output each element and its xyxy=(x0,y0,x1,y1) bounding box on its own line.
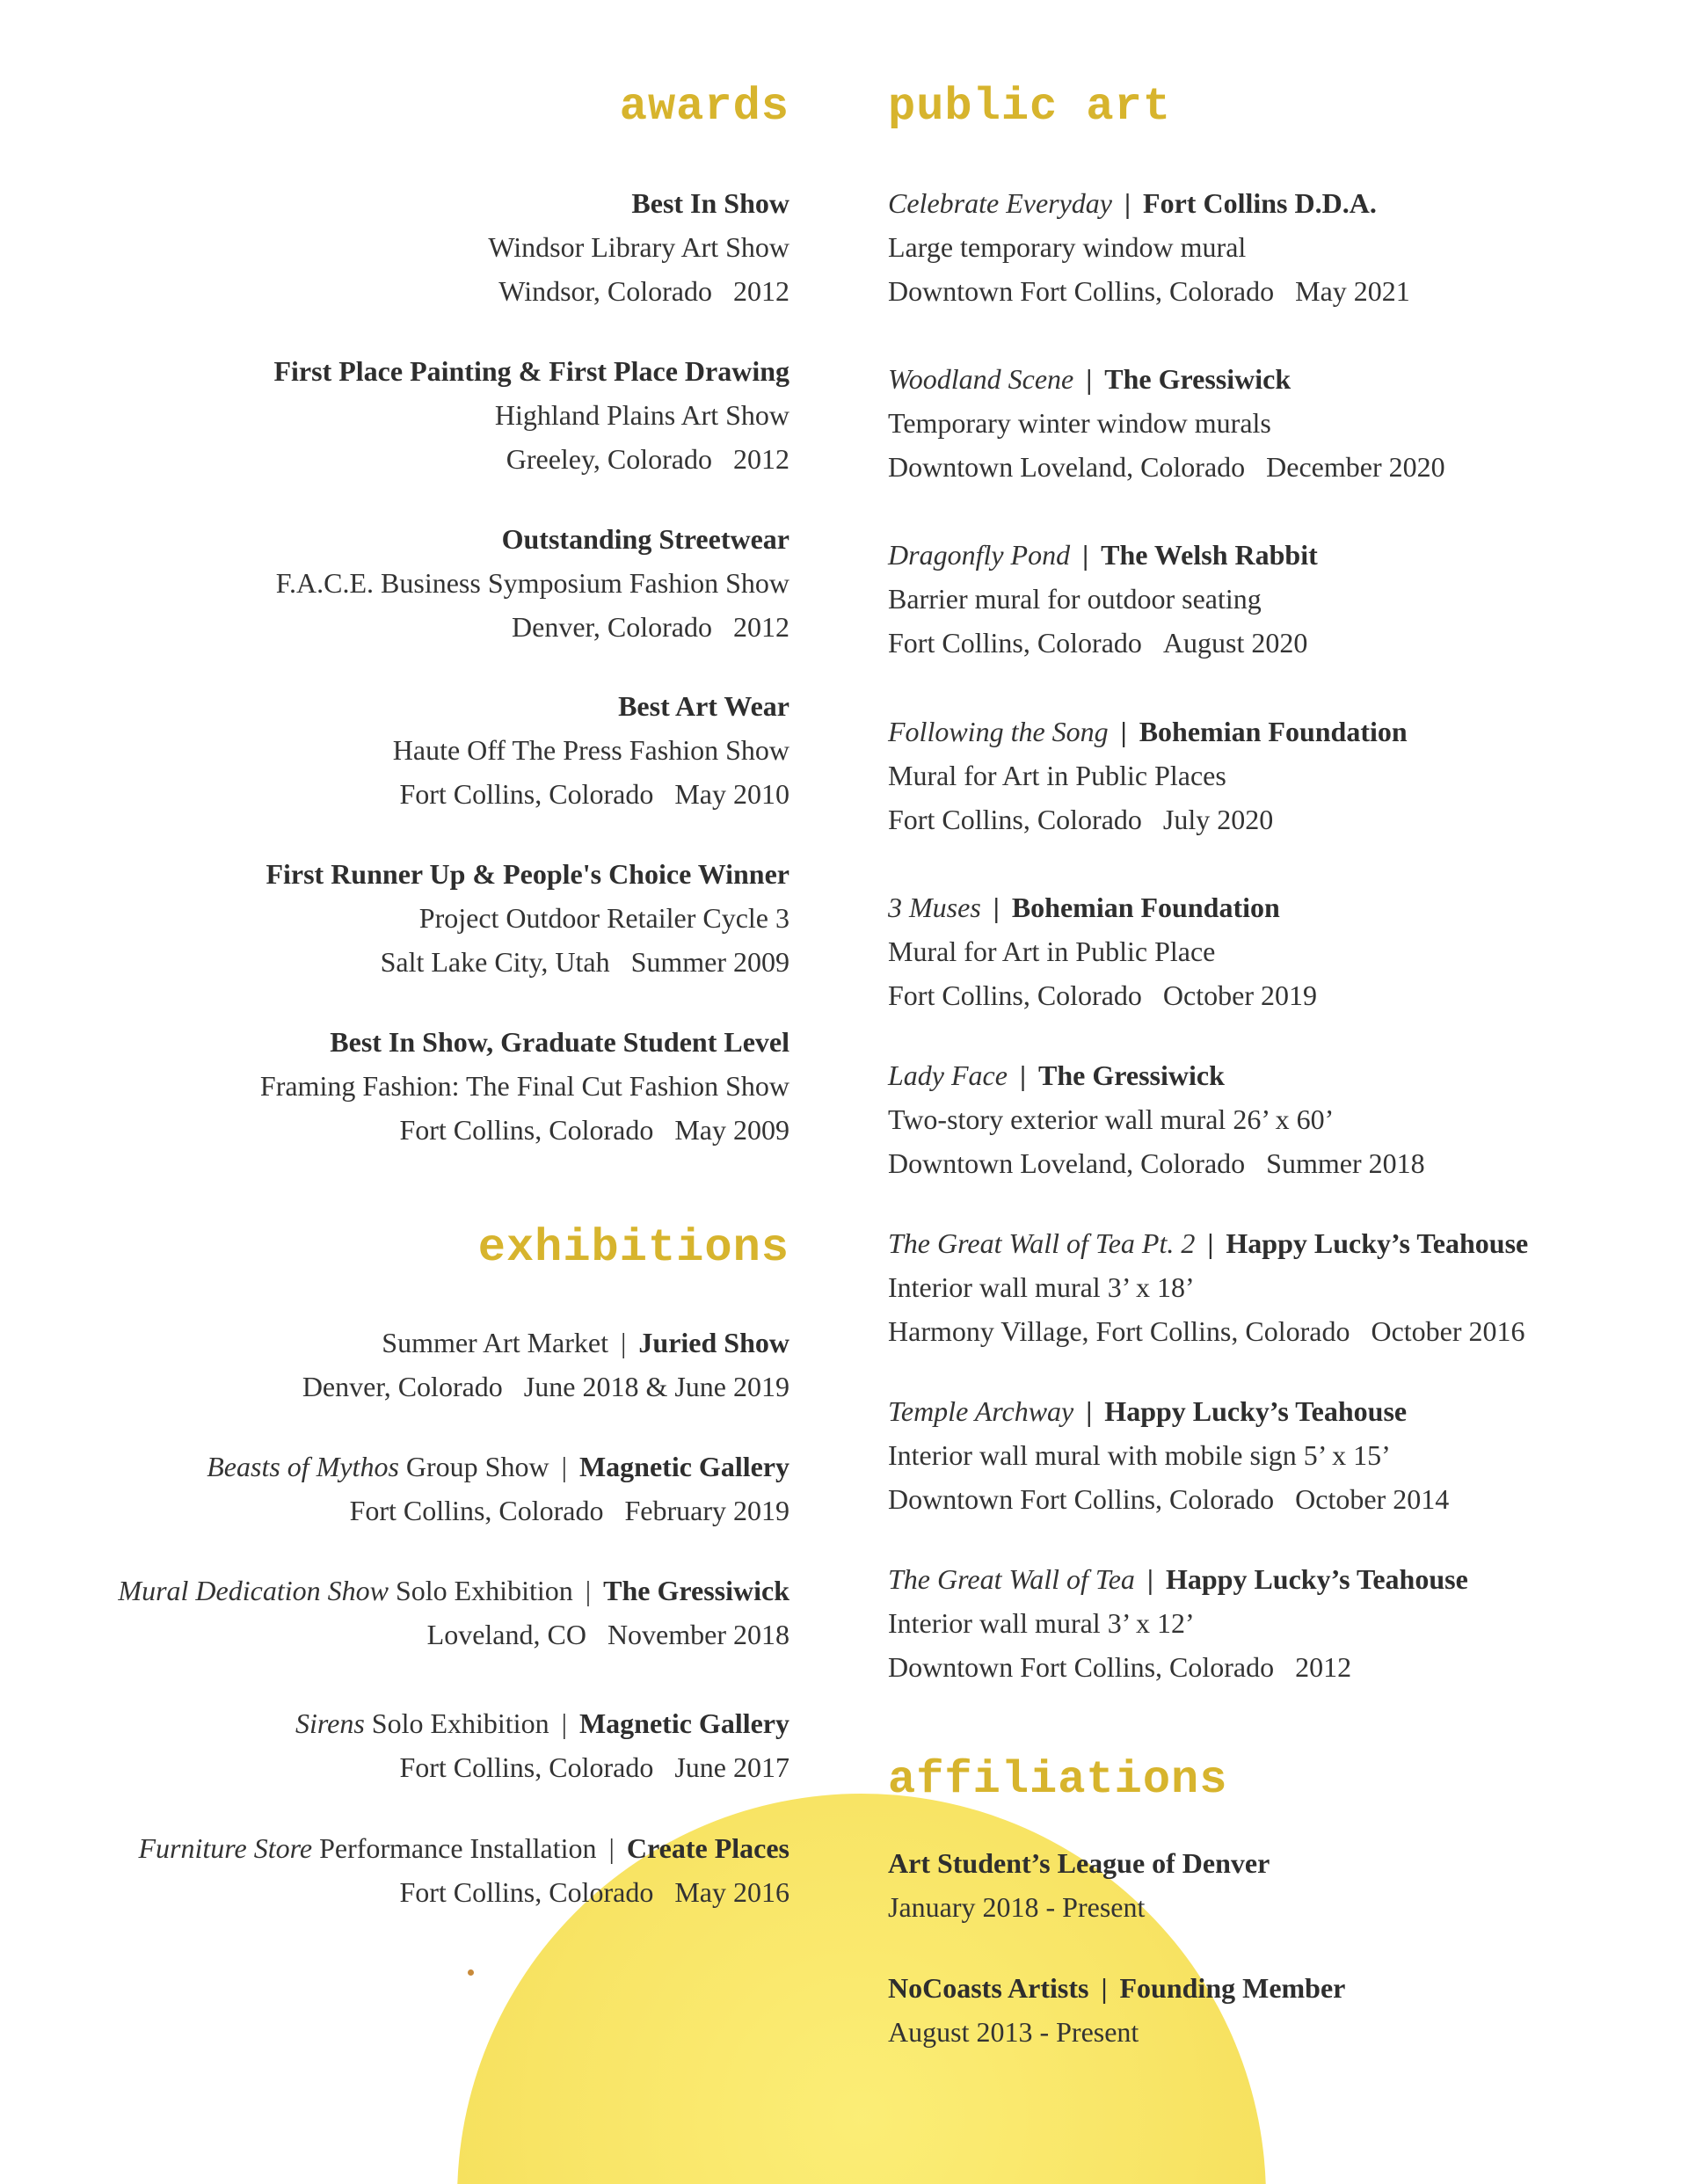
artwork-title: 3 Muses xyxy=(888,892,981,923)
exhibition-venue: Magnetic Gallery xyxy=(578,1707,789,1739)
affiliation-org: NoCoasts Artists xyxy=(888,1972,1089,2004)
public-art-item xyxy=(888,885,1317,1017)
artwork-description: Barrier mural for outdoor seating xyxy=(888,583,1262,615)
award-place: Windsor, Colorado xyxy=(498,275,712,307)
affiliation-dates: August 2013 - Present xyxy=(888,2016,1139,2048)
artwork-place: Downtown Loveland, Colorado xyxy=(888,1147,1246,1179)
exhibition-date: June 2018 & June 2019 xyxy=(523,1371,789,1402)
public-art-item xyxy=(888,710,1408,841)
exhibition-type: Summer Art Market xyxy=(382,1327,608,1358)
affiliation-item xyxy=(888,1966,1345,2054)
separator: | xyxy=(1124,187,1131,219)
award-title: Outstanding Streetwear xyxy=(501,523,789,555)
award-date: Summer 2009 xyxy=(630,946,789,978)
exhibition-title: Mural Dedication Show xyxy=(118,1575,389,1606)
award-item xyxy=(488,181,789,313)
award-title: First Place Painting & First Place Drawing xyxy=(273,355,789,387)
artwork-place: Downtown Fort Collins, Colorado xyxy=(888,1651,1275,1683)
artwork-title: Following the Song xyxy=(888,716,1109,747)
exhibition-venue: Create Places xyxy=(626,1832,789,1864)
exhibition-date: November 2018 xyxy=(607,1619,789,1650)
exhibition-item xyxy=(138,1826,789,1914)
artwork-place: Fort Collins, Colorado xyxy=(888,627,1142,659)
artwork-client: Fort Collins D.D.A. xyxy=(1143,187,1377,219)
award-place: Denver, Colorado xyxy=(512,611,712,643)
award-date: 2012 xyxy=(733,275,789,307)
exhibition-type: Solo Exhibition xyxy=(371,1707,549,1739)
artwork-client: Happy Lucky’s Teahouse xyxy=(1165,1563,1468,1595)
award-place: Fort Collins, Colorado xyxy=(399,1114,654,1146)
award-place: Salt Lake City, Utah xyxy=(380,946,610,978)
award-item xyxy=(260,1020,789,1152)
artwork-date: October 2014 xyxy=(1295,1483,1450,1515)
separator: | xyxy=(1207,1227,1214,1259)
public-art-item xyxy=(888,1053,1425,1185)
award-date: May 2010 xyxy=(674,778,789,810)
award-event: Haute Off The Press Fashion Show xyxy=(392,734,789,766)
award-event: Framing Fashion: The Final Cut Fashion Show xyxy=(259,1070,789,1102)
exhibition-title: Furniture Store xyxy=(138,1832,313,1864)
exhibition-venue: Juried Show xyxy=(638,1327,789,1358)
exhibition-title: Sirens xyxy=(295,1707,365,1739)
separator: | xyxy=(1086,363,1093,395)
awards-heading: awards xyxy=(619,81,789,133)
exhibition-date: February 2019 xyxy=(624,1495,789,1526)
exhibition-type: Group Show xyxy=(405,1451,549,1482)
award-title: Best In Show, Graduate Student Level xyxy=(330,1026,789,1058)
exhibition-venue: The Gressiwick xyxy=(603,1575,789,1606)
artwork-description: Interior wall mural 3’ x 12’ xyxy=(888,1607,1195,1639)
artwork-title: Dragonfly Pond xyxy=(888,539,1071,571)
artwork-place: Downtown Fort Collins, Colorado xyxy=(888,275,1275,307)
award-event: Project Outdoor Retailer Cycle 3 xyxy=(418,902,789,934)
separator: | xyxy=(561,1707,567,1739)
artwork-date: October 2019 xyxy=(1162,979,1317,1011)
artwork-title: The Great Wall of Tea Pt. 2 xyxy=(888,1227,1196,1259)
artwork-client: The Gressiwick xyxy=(1038,1059,1225,1091)
artwork-place: Fort Collins, Colorado xyxy=(888,979,1142,1011)
award-event: F.A.C.E. Business Symposium Fashion Show xyxy=(275,567,789,599)
artwork-place: Downtown Loveland, Colorado xyxy=(888,451,1246,483)
award-item xyxy=(276,517,789,649)
exhibition-type: Performance Installation xyxy=(319,1832,597,1864)
exhibition-place: Fort Collins, Colorado xyxy=(349,1495,604,1526)
award-item xyxy=(266,852,789,984)
artwork-client: Bohemian Foundation xyxy=(1139,716,1408,747)
artwork-date: July 2020 xyxy=(1162,804,1274,835)
separator: | xyxy=(1120,716,1127,747)
separator: | xyxy=(1146,1563,1153,1595)
artwork-description: Large temporary window mural xyxy=(888,231,1247,263)
award-title: First Runner Up & People's Choice Winner xyxy=(266,858,789,890)
affiliations-heading: affiliations xyxy=(888,1754,1228,1806)
artwork-date: Summer 2018 xyxy=(1266,1147,1425,1179)
public-art-item xyxy=(888,533,1318,665)
artwork-place: Harmony Village, Fort Collins, Colorado xyxy=(888,1315,1350,1347)
award-place: Greeley, Colorado xyxy=(506,443,712,475)
artwork-client: Happy Lucky’s Teahouse xyxy=(1226,1227,1529,1259)
award-item xyxy=(273,349,789,481)
affiliation-org: Art Student’s League of Denver xyxy=(888,1847,1270,1879)
exhibition-type: Solo Exhibition xyxy=(395,1575,573,1606)
artwork-description: Mural for Art in Public Places xyxy=(888,760,1226,791)
separator: | xyxy=(1082,539,1089,571)
award-event: Windsor Library Art Show xyxy=(488,231,789,263)
affiliation-item xyxy=(888,1841,1270,1929)
separator: | xyxy=(608,1832,615,1864)
exhibition-date: June 2017 xyxy=(674,1751,789,1783)
exhibition-place: Loveland, CO xyxy=(426,1619,586,1650)
artwork-client: Happy Lucky’s Teahouse xyxy=(1104,1395,1408,1427)
exhibitions-heading: exhibitions xyxy=(477,1222,789,1274)
exhibition-item xyxy=(302,1321,789,1409)
separator: | xyxy=(621,1327,627,1358)
public-art-heading: public art xyxy=(888,81,1172,133)
exhibition-place: Fort Collins, Colorado xyxy=(399,1876,654,1908)
public-art-item xyxy=(888,1221,1528,1353)
artwork-date: August 2020 xyxy=(1162,627,1308,659)
artwork-date: May 2021 xyxy=(1295,275,1410,307)
award-title: Best Art Wear xyxy=(618,690,789,722)
artwork-client: The Welsh Rabbit xyxy=(1101,539,1318,571)
artwork-title: Celebrate Everyday xyxy=(888,187,1112,219)
artwork-description: Interior wall mural 3’ x 18’ xyxy=(888,1271,1195,1303)
separator: | xyxy=(1019,1059,1026,1091)
exhibition-item xyxy=(207,1445,789,1532)
artwork-client: Bohemian Foundation xyxy=(1011,892,1280,923)
separator: | xyxy=(585,1575,592,1606)
award-event: Highland Plains Art Show xyxy=(494,399,789,431)
exhibition-place: Fort Collins, Colorado xyxy=(399,1751,654,1783)
artwork-place: Downtown Fort Collins, Colorado xyxy=(888,1483,1275,1515)
separator: | xyxy=(1086,1395,1093,1427)
public-art-item xyxy=(888,181,1410,313)
artwork-client: The Gressiwick xyxy=(1104,363,1291,395)
award-date: May 2009 xyxy=(674,1114,789,1146)
artwork-title: The Great Wall of Tea xyxy=(888,1563,1135,1595)
artwork-date: 2012 xyxy=(1295,1651,1352,1683)
artwork-date: December 2020 xyxy=(1266,451,1445,483)
exhibition-item xyxy=(295,1701,789,1789)
award-title: Best In Show xyxy=(631,187,789,219)
separator: | xyxy=(561,1451,567,1482)
affiliation-role: Founding Member xyxy=(1119,1972,1346,2004)
separator: | xyxy=(993,892,1000,923)
public-art-item xyxy=(888,357,1445,489)
exhibition-item xyxy=(118,1569,789,1656)
artwork-title: Lady Face xyxy=(888,1059,1008,1091)
artwork-description: Temporary winter window murals xyxy=(888,407,1271,439)
paint-fleck-decoration xyxy=(468,1969,474,1976)
artwork-date: October 2016 xyxy=(1371,1315,1525,1347)
exhibition-title: Beasts of Mythos xyxy=(207,1451,399,1482)
public-art-item xyxy=(888,1557,1468,1689)
artwork-description: Interior wall mural with mobile sign 5’ x 15’ xyxy=(888,1439,1391,1471)
exhibition-venue: Magnetic Gallery xyxy=(578,1451,789,1482)
public-art-item xyxy=(888,1389,1449,1521)
award-date: 2012 xyxy=(733,443,789,475)
artwork-title: Temple Archway xyxy=(888,1395,1074,1427)
artwork-description: Mural for Art in Public Place xyxy=(888,935,1216,967)
artwork-place: Fort Collins, Colorado xyxy=(888,804,1142,835)
exhibition-date: May 2016 xyxy=(674,1876,789,1908)
award-date: 2012 xyxy=(733,611,789,643)
award-item xyxy=(393,684,789,816)
exhibition-place: Denver, Colorado xyxy=(302,1371,503,1402)
artwork-description: Two-story exterior wall mural 26’ x 60’ xyxy=(888,1103,1335,1135)
award-place: Fort Collins, Colorado xyxy=(399,778,654,810)
artwork-title: Woodland Scene xyxy=(888,363,1074,395)
separator: | xyxy=(1101,1972,1108,2004)
affiliation-dates: January 2018 - Present xyxy=(888,1891,1146,1923)
